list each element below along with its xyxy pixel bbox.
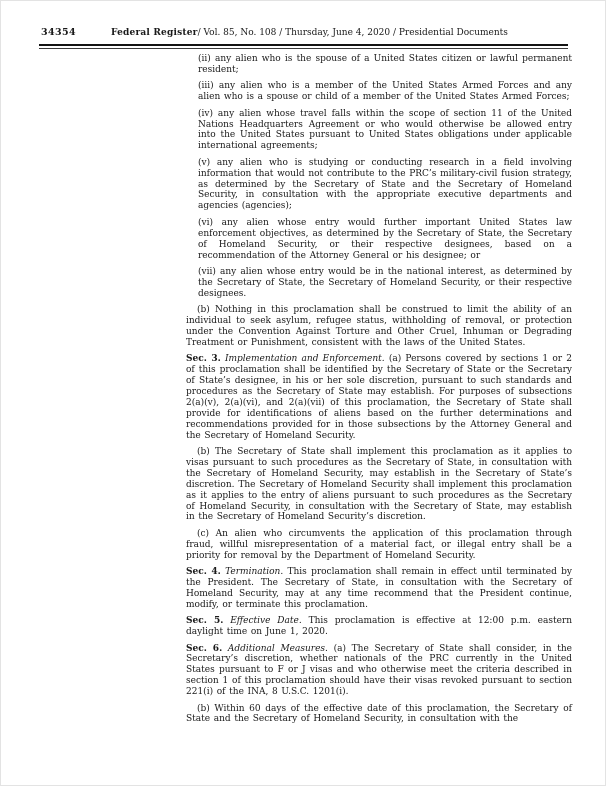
section-6-label: Sec. 6. bbox=[186, 643, 223, 654]
section-5-title: Effective Date. bbox=[230, 616, 302, 627]
section-4-text: This proclamation shall remain in effect until terminated by the President. The Secretary of State, in consultation with the Secretary of Homeland Security, may at any time recommend that the President continue, modify, or terminate this proclamation. bbox=[186, 567, 572, 610]
paragraph-3c: (c) An alien who circumvents the application of this proclamation through fraud, willful misrepresentation of a material fact, or illegal entry shall be a priority for removal by the Department of Homeland Security. bbox=[186, 528, 572, 561]
list-item-v: (v) any alien who is studying or conducting research in a field involving information that would not contribute to the PRC’s military-civil fusion strategy, as determined by the Secretary of State and the Secretary of Homeland Security, in consultation with the appropriate executive departments and agencies (agencies); bbox=[198, 157, 572, 212]
section-5-text: This proclamation is effective at 12:00 p.m. eastern daylight time on June 1, 2020. bbox=[186, 616, 573, 638]
section-6-text: (a) The Secretary of State shall consider, in the Secretary’s discretion, whether nationals of the PRC currently in the United States pursuant to F or J visas and who otherwise meet the criteria described in section 1 of this proclamation should have their visas revoked pursuant to section 221(i) of the INA, 8 U.S.C. 1201(i). bbox=[186, 643, 572, 698]
paragraph-3b: (b) The Secretary of State shall implement this proclamation as it applies to visas pursuant to such procedures as the Secretary of State, in consultation with the Secretary of Homeland Security, may establish in the Secretary of State’s discretion. The Secretary of Homeland Security shall implement this proclamation as it applies to the entry of aliens pursuant to such procedures as the Secretary of Homeland Security, in consultation with the Secretary of State, may establish in the Secretary of Homeland Security’s discretion. bbox=[186, 447, 572, 523]
section-4-label: Sec. 4. bbox=[186, 567, 221, 578]
paragraph-2b: (b) Nothing in this proclamation shall be construed to limit the ability of an individual to seek asylum, refugee status, withholding of removal, or protection under the Convention Against Torture and Other Cruel, Inhuman or Degrading Treatment or Punishment, consistent with the laws of the United States. bbox=[186, 305, 572, 348]
section-3-title: Implementation and Enforcement. bbox=[224, 354, 385, 365]
list-item-vii: (vii) any alien whose entry would be in the national interest, as determined by the Secretary of State, the Secretary of Homeland Security, or their respective designees. bbox=[198, 266, 572, 299]
masthead bbox=[111, 28, 508, 38]
section-6 bbox=[186, 644, 572, 699]
section-4-title: Termination. bbox=[225, 567, 284, 578]
list-item-iv: (iv) any alien whose travel falls within the scope of section 11 of the United Nations Headquarters Agreement or who would otherwise be allowed entry into the United States pursuant to United States obligations under applicable international agreements; bbox=[198, 108, 572, 152]
header-double-rule bbox=[39, 44, 568, 49]
section-5 bbox=[186, 616, 572, 638]
masthead-issue-info: / Vol. 85, No. 108 / Thursday, June 4, 2020 / Presidential Documents bbox=[197, 27, 508, 38]
section-4 bbox=[186, 567, 572, 611]
paragraph-6b: (b) Within 60 days of the effective date of this proclamation, the Secretary of State and the Secretary of Homeland Security, in consultation with the bbox=[186, 703, 572, 725]
document-body bbox=[186, 54, 572, 731]
list-item-vi: (vi) any alien whose entry would further important United States law enforcement objectives, as determined by the Secretary of State, the Secretary of Homeland Security, or their respective designees, based on a recommendation of the Attorney General or his designee; or bbox=[198, 217, 572, 261]
section-6-title: Additional Measures. bbox=[227, 643, 328, 654]
page-header bbox=[41, 27, 567, 41]
list-item-iii: (iii) any alien who is a member of the United States Armed Forces and any alien who is a spouse or child of a member of the United States Armed Forces; bbox=[198, 81, 572, 103]
page-number: 34354 bbox=[41, 27, 77, 38]
masthead-publication: Federal Register bbox=[111, 27, 198, 38]
section-5-label: Sec. 5. bbox=[186, 616, 224, 627]
list-item-ii: (ii) any alien who is the spouse of a United States citizen or lawful permanent resident; bbox=[198, 54, 572, 75]
section-3-text: (a) Persons covered by sections 1 or 2 of this proclamation shall be identified by the Secretary of State or the Secretary of State’s designee, in his or her sole discretion, pursuant to such standards and procedures as the Secretary of State may establish. For purposes of subsections 2(a)(v), 2(a)(vi), and 2(a)(vii) of this proclamation, the Secretary of State shall provide for identifications of aliens based on the further determinations and recommendations provided for in those subsections by the Attorney General and the Secretary of Homeland Security. bbox=[186, 354, 572, 441]
section-3-label: Sec. 3. bbox=[186, 354, 221, 365]
section-3 bbox=[186, 354, 572, 441]
